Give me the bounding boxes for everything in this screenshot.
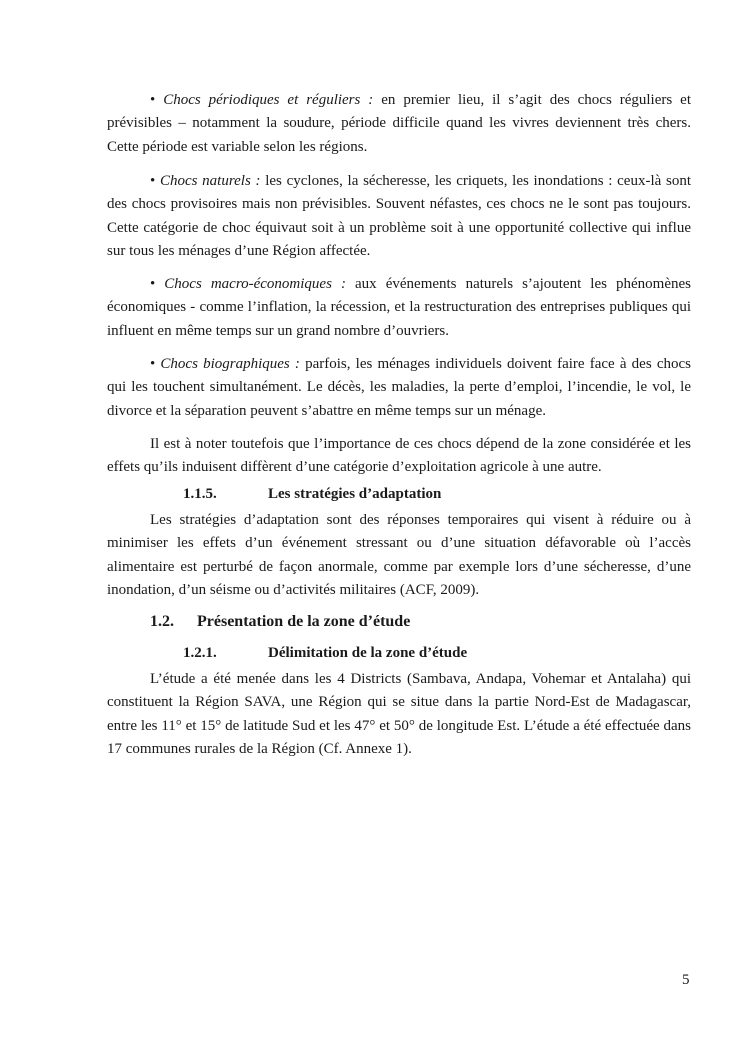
paragraph-chocs-macro (107, 273, 691, 343)
heading-1-1-5 (183, 486, 441, 503)
paragraph-text: en premier lieu, il s’agit des chocs réguliers et prévisibles – notamment la soudure, période difficile quand les vivres deviennent très chers. Cette période est variable selon les régions. (107, 92, 691, 155)
heading-1-2-1 (183, 645, 467, 662)
bullet: • (150, 276, 165, 292)
term: Chocs macro-économiques : (164, 276, 346, 292)
heading-number: 1.2.1. (183, 645, 217, 661)
paragraph-text: Il est à noter toutefois que l’importance de ces chocs dépend de la zone considérée et les effets qu’ils induisent diffèrent d’une catégorie d’exploitation agricole à une autre. (107, 436, 691, 476)
heading-number: 1.2. (150, 613, 174, 630)
heading-title: Présentation de la zone d’étude (197, 613, 411, 630)
paragraph-chocs-biographiques (107, 353, 691, 423)
paragraph-delimitation: L’étude a été menée dans les 4 Districts (Sambava, Andapa, Vohemar et Antalaha) qui constituent la Région SAVA, une Région qui se situe dans la partie Nord-Est de Madagascar, entre les 11° et 15° de latitude Sud et les 47° et 50° de longitude Est. L’étude a été effectuée dans 17 communes rurales de la Région (Cf. Annexe 1). (107, 671, 691, 758)
paragraph-chocs-periodiques (107, 89, 691, 159)
paragraph-adaptation: Les stratégies d’adaptation sont des réponses temporaires qui visent à réduire ou à minimiser les effets d’un événement stressant ou d’une situation défavorable où l’accès alimentaire est perturbé de façon anormale, comme par exemple lors d’une sécheresse, d’une inondation, d’un séisme ou d’activités militaires (ACF, 2009). (107, 512, 691, 599)
term: Chocs périodiques et réguliers : (163, 92, 374, 108)
bullet: • (150, 92, 164, 108)
paragraph-chocs-naturels (107, 170, 691, 264)
paragraph-text: aux événements naturels s’ajoutent les phénomènes économiques - comme l’inflation, la récession, et la restructuration des entreprises publiques qui influent en même temps sur un grand nombre d’ouvriers. (107, 276, 691, 339)
paragraph-note (107, 433, 691, 480)
heading-number: 1.1.5. (183, 486, 217, 502)
heading-title: Les stratégies d’adaptation (268, 486, 442, 502)
heading-1-2 (150, 613, 410, 631)
term: Chocs biographiques : (160, 356, 300, 372)
bullet: • (150, 173, 160, 189)
paragraph-text: les cyclones, la sécheresse, les criquets, les inondations : ceux-là sont des chocs provisoires mais non prévisibles. Souvent néfastes, ces chocs ne le sont pas toujours. Cette catégorie de choc équivaut soit à un problème soit à une opportunité collective qui influe sur tous les ménages d’une Région affectée. (107, 173, 691, 260)
bullet: • (150, 356, 161, 372)
page-number: 5 (682, 972, 690, 988)
term: Chocs naturels : (159, 173, 261, 189)
paragraph-text: parfois, les ménages individuels doivent faire face à des chocs qui les touchent simultanément. Le décès, les maladies, la perte d’emploi, l’incendie, le vol, le divorce et la séparation peuvent s’abattre en même temps sur un ménage. (107, 356, 691, 419)
heading-title: Délimitation de la zone d’étude (268, 645, 468, 661)
